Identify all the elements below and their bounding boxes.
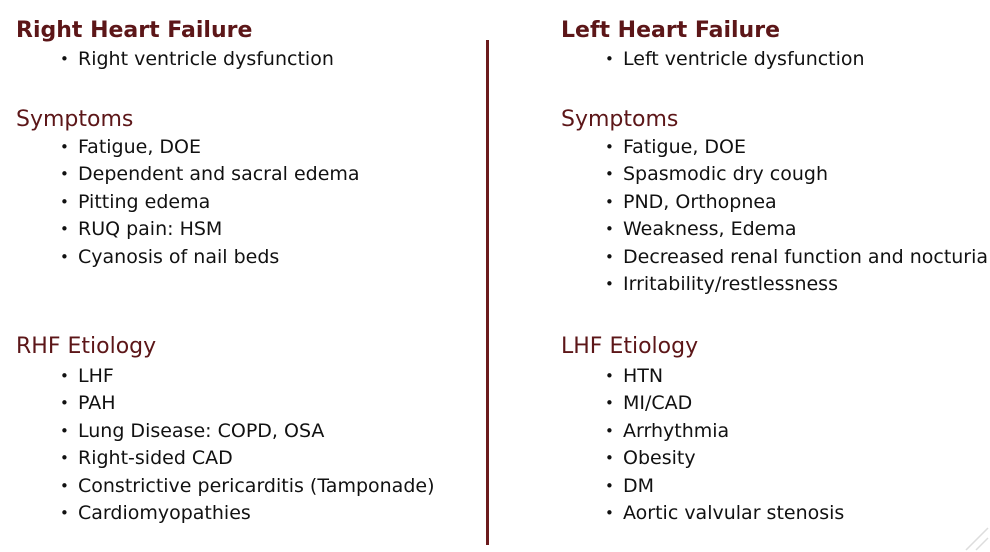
left-heart-failure-title: Left Heart Failure <box>561 18 780 43</box>
list-item: • LHF <box>60 363 435 390</box>
right-heart-failure-title: Right Heart Failure <box>16 18 253 43</box>
list-item: • Arrhythmia <box>605 418 844 445</box>
list-item: • Obesity <box>605 445 844 472</box>
column-divider <box>486 40 489 545</box>
right-heart-summary-list <box>60 46 334 73</box>
list-item: • Constrictive pericarditis (Tamponade) <box>60 473 435 500</box>
list-item: • Left ventricle dysfunction <box>605 46 865 73</box>
list-item: • Pitting edema <box>60 189 360 216</box>
list-item: • Weakness, Edema <box>605 216 988 243</box>
list-item: • Fatigue, DOE <box>60 134 360 161</box>
rhf-etiology-heading: RHF Etiology <box>16 334 157 359</box>
list-item: • Dependent and sacral edema <box>60 161 360 188</box>
list-item: • Right-sided CAD <box>60 445 435 472</box>
list-item: • Cyanosis of nail beds <box>60 244 360 271</box>
left-heart-summary-list <box>605 46 865 73</box>
left-heart-symptoms-heading: Symptoms <box>561 107 679 132</box>
list-item: • Decreased renal function and nocturia <box>605 244 988 271</box>
lhf-etiology-heading: LHF Etiology <box>561 334 699 359</box>
list-item: • Fatigue, DOE <box>605 134 988 161</box>
list-item: • Aortic valvular stenosis <box>605 500 844 527</box>
list-item: • Irritability/restlessness <box>605 271 988 298</box>
list-item: • HTN <box>605 363 844 390</box>
list-item: • RUQ pain: HSM <box>60 216 360 243</box>
list-item: • Lung Disease: COPD, OSA <box>60 418 435 445</box>
left-heart-symptoms-list <box>605 134 988 298</box>
list-item: • PAH <box>60 390 435 417</box>
rhf-etiology-list <box>60 363 435 527</box>
page-corner-icon <box>960 522 990 552</box>
list-item: • DM <box>605 473 844 500</box>
list-item: • Cardiomyopathies <box>60 500 435 527</box>
right-heart-symptoms-heading: Symptoms <box>16 107 134 132</box>
list-item: • Spasmodic dry cough <box>605 161 988 188</box>
list-item: • Right ventricle dysfunction <box>60 46 334 73</box>
lhf-etiology-list <box>605 363 844 527</box>
list-item: • MI/CAD <box>605 390 844 417</box>
list-item: • PND, Orthopnea <box>605 189 988 216</box>
right-heart-symptoms-list <box>60 134 360 271</box>
